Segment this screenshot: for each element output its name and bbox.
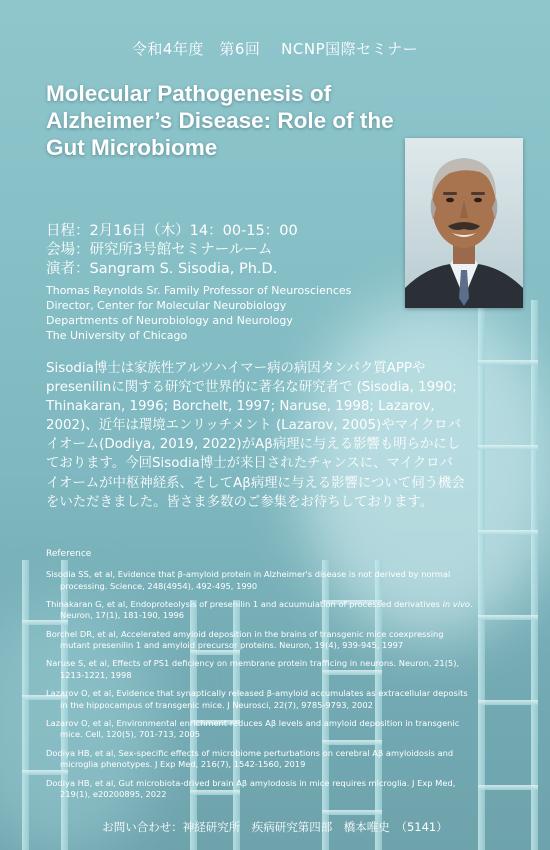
references-heading: Reference — [46, 549, 92, 559]
affiliation-line: Departments of Neurobiology and Neurology — [46, 314, 293, 327]
seminar-description: Sisodia博士は家族性アルツハイマー病の病因タンパク質APPやpresenilinに関する研究で世界的に著名な研究者で (Sisodia, 1990; Thinakaran, 1996; Borchelt, 1997; Naruse, 1998; Lazarov, 2002)、近年は環境エンリッチメント (Lazarov, 2005)やマイクロバイオーム(Dodiya, 2019, 2022)がAβ病理に与える影響も明らかにしております。今回Sisodia博士が来日されたチャンスに、マイクロバイオームが中枢神経系、そしてAβ病理に与える影響について伺う機会をいただきました。皆さま多数のご参集をお待ちしております。 — [46, 361, 465, 510]
title-line: Gut Microbiome — [46, 135, 218, 160]
reference-item: Dodiya HB, et al, Sex-specific effects of microbiome perturbations on cerebral Aβ amyloidosis and microglia phenotypes. J Exp Med, 216(7), 1542-1560, 2019 — [46, 747, 454, 770]
contact-footer: お問い合わせ：神経研究所 疾病研究第四部 橋本唯史 （5141） — [102, 820, 448, 834]
title-line: Molecular Pathogenesis of — [46, 81, 332, 106]
affiliation-line: Thomas Reynolds Sr. Family Professor of Neurosciences — [46, 284, 352, 297]
speaker-portrait-illustration — [405, 138, 523, 308]
seminar-header: 令和4年度 第6回 NCNP国際セミナー — [131, 40, 419, 58]
references-list — [46, 569, 474, 807]
event-venue: 会場：研究所3号館セミナールーム — [46, 242, 273, 258]
speaker-photo — [405, 138, 523, 308]
event-info — [46, 222, 406, 279]
event-date: 日程：2月16日（木）14：00-15：00 — [46, 223, 298, 239]
reference-item: Lazarov O, et al, Environmental enrichment reduces Aβ levels and amyloid deposition in transgenic mice. Cell, 120(5), 701-713, 2005 — [46, 717, 460, 740]
reference-item: Dodiya HB, et al, Gut microbiota-drived brain Aβ amylodosis in mice requires microglia. J Exp Med, 219(1), e20200895, 2022 — [46, 777, 456, 800]
reference-item: Naruse S, et al, Effects of PS1 deficiency on membrane protein trafficing in neurons. Neuron, 21(5), 1213-1221, 1998 — [46, 658, 460, 680]
speaker-affiliation — [46, 283, 406, 343]
title-line: Alzheimer’s Disease: Role of the — [46, 108, 394, 133]
affiliation-line: Director, Center for Molecular Neurobiology — [46, 299, 287, 312]
affiliation-line: The University of Chicago — [46, 329, 188, 342]
reference-item: Borchel DR, et al, Accelerated amyloid deposition in the brains of transgenic mice coexpressing mutant presenilin 1 and amyloid precursor proteins. Neuron, 19(4), 939-945, 1997 — [46, 628, 444, 651]
event-speaker: 演者：Sangram S. Sisodia, Ph.D. — [46, 261, 278, 277]
reference-item: Sisodia SS, et al, Evidence that β-amyloid protein in Alzheimer's disease is not derived by normal processing. Science, 248(4954), 492-495, 1990 — [46, 569, 451, 591]
ladder-decoration — [478, 300, 538, 850]
reference-item: Thinakaran G, et al, Endoproteolysis of presenilin 1 and acuumulation of processed derivatives in vivo. Neuron, 17(1), 181-190, 1996 — [46, 598, 473, 621]
reference-item: Lazarov O, et al, Evidence that synaptically released β-amyloid accumulates as extracellular deposits in the hippocampus of transgenic mice. J Neurosci, 22(7), 9785-9793, 2002 — [46, 688, 468, 710]
